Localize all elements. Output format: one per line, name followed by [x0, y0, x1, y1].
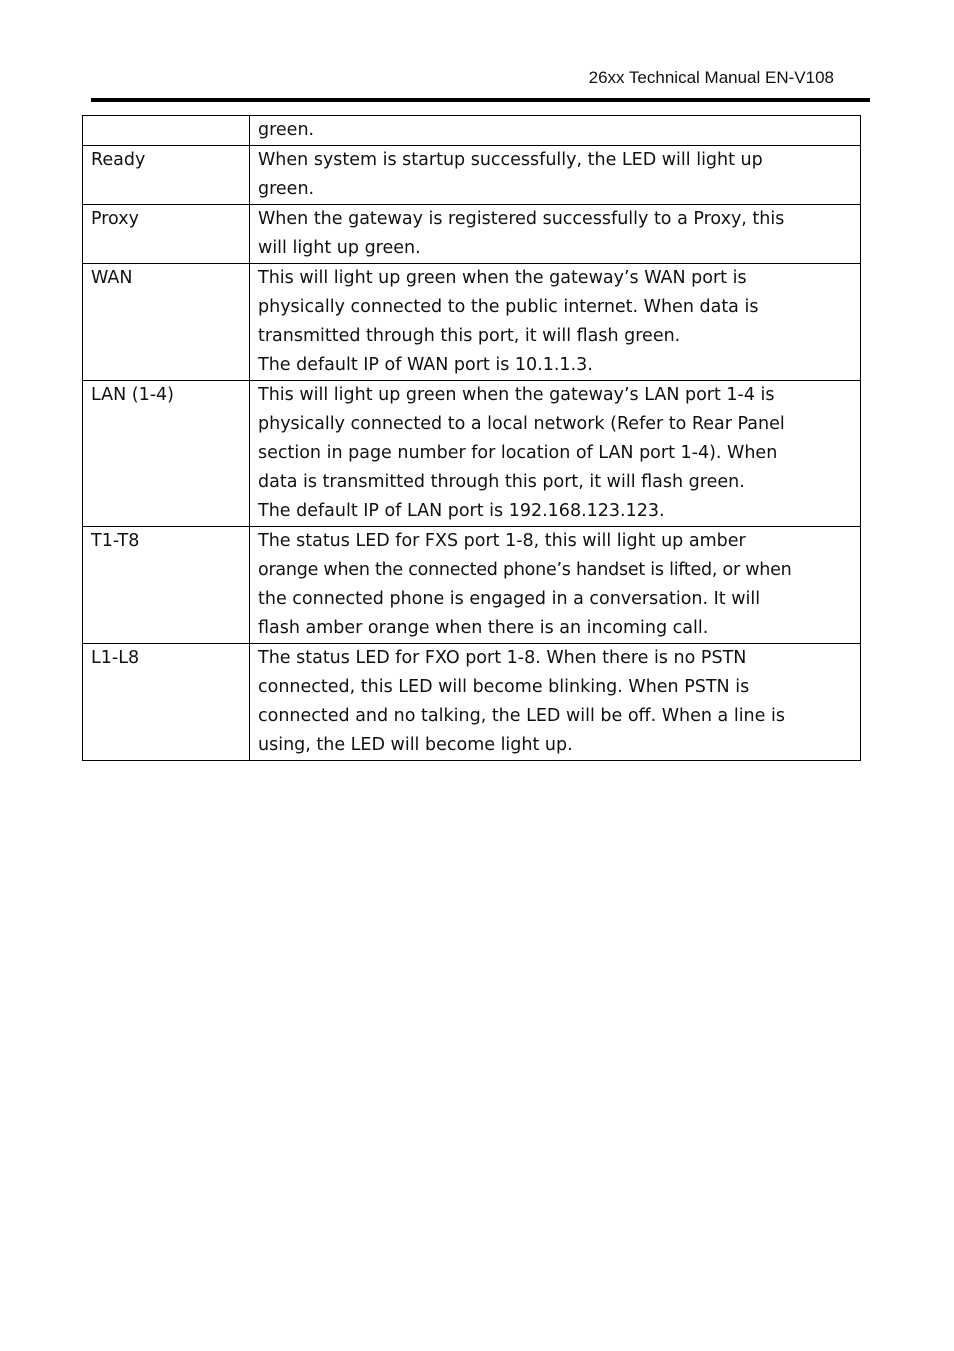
description-line: The default IP of LAN port is 192.168.123.123.	[258, 501, 665, 521]
table-row	[83, 381, 861, 527]
table-row	[83, 264, 861, 381]
led-name-cell: WAN	[83, 264, 250, 381]
table-row	[83, 205, 861, 264]
description-line: The status LED for FXO port 1-8. When there is no PSTN	[258, 648, 747, 668]
led-description-cell	[250, 146, 861, 205]
description-line: When the gateway is registered successfully to a Proxy, this	[258, 209, 785, 229]
description-line: connected and no talking, the LED will be off. When a line is	[258, 706, 785, 726]
page-header-title: 26xx Technical Manual EN-V108	[588, 68, 834, 87]
description-line: The default IP of WAN port is 10.1.1.3.	[258, 355, 593, 375]
description-line: This will light up green when the gateway’s WAN port is	[258, 268, 747, 288]
led-description-cell	[250, 205, 861, 264]
description-line: using, the LED will become light up.	[258, 735, 573, 755]
description-line: section in page number for location of LAN port 1-4). When	[258, 443, 778, 463]
description-line: orange when the connected phone’s handset is lifted, or when	[258, 560, 792, 580]
led-description-cell	[250, 116, 861, 146]
led-status-table	[82, 115, 861, 761]
table-row	[83, 527, 861, 644]
description-line: will light up green.	[258, 238, 421, 258]
description-line: the connected phone is engaged in a conversation. It will	[258, 589, 761, 609]
description-line: transmitted through this port, it will flash green.	[258, 326, 681, 346]
led-description-cell	[250, 644, 861, 761]
led-name-cell: Proxy	[83, 205, 250, 264]
led-name-cell: LAN (1-4)	[83, 381, 250, 527]
description-line: flash amber orange when there is an incoming call.	[258, 618, 709, 638]
table-row	[83, 116, 861, 146]
led-name-cell: L1-L8	[83, 644, 250, 761]
led-description-cell	[250, 264, 861, 381]
description-line: green.	[258, 179, 315, 199]
description-line: data is transmitted through this port, it will flash green.	[258, 472, 745, 492]
description-line: physically connected to the public internet. When data is	[258, 297, 759, 317]
table-row	[83, 644, 861, 761]
led-table-body	[83, 116, 861, 761]
table-row	[83, 146, 861, 205]
description-line: The status LED for FXS port 1-8, this will light up amber	[258, 531, 746, 551]
led-name-cell	[83, 116, 250, 146]
description-line: physically connected to a local network (Refer to Rear Panel	[258, 414, 785, 434]
description-line: connected, this LED will become blinking. When PSTN is	[258, 677, 750, 697]
led-description-cell	[250, 527, 861, 644]
led-name-cell: Ready	[83, 146, 250, 205]
led-name-cell: T1-T8	[83, 527, 250, 644]
description-line: This will light up green when the gateway’s LAN port 1-4 is	[258, 385, 775, 405]
led-description-cell	[250, 381, 861, 527]
description-line: green.	[258, 120, 315, 140]
header-rule	[91, 98, 870, 102]
description-line: When system is startup successfully, the LED will light up	[258, 150, 763, 170]
